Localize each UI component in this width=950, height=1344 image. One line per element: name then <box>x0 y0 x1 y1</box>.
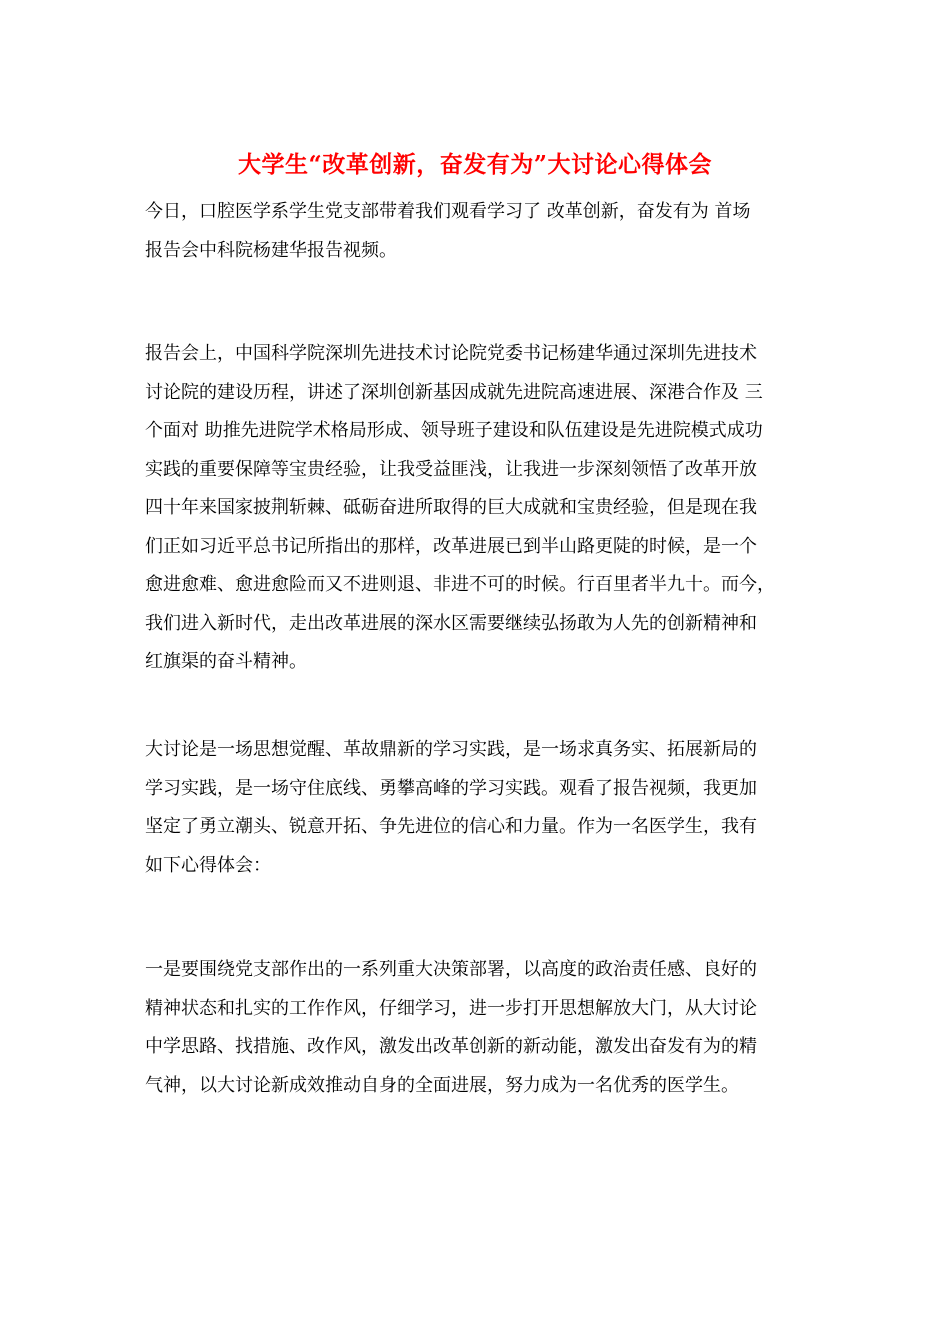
paragraph-line: 精神状态和扎实的工作作风，仔细学习，进一步打开思想解放大门，从大讨论 <box>145 997 757 1019</box>
paragraph-line: 学习实践，是一场守住底线、勇攀高峰的学习实践。观看了报告视频，我更加 <box>145 777 757 799</box>
paragraph-report <box>145 335 810 682</box>
paragraph-point-one <box>145 951 810 1105</box>
paragraph-line: 今日，口腔医学系学生党支部带着我们观看学习了 改革创新，奋发有为 首场 <box>145 201 751 222</box>
paragraph-discussion <box>145 731 810 885</box>
paragraph-line: 红旗渠的奋斗精神。 <box>145 651 307 672</box>
paragraph-line: 愈进愈难、愈进愈险而又不进则退、非进不可的时候。行百里者半九十。而今， <box>145 574 775 595</box>
paragraph-line: 大讨论是一场思想觉醒、革故鼎新的学习实践，是一场求真务实、拓展新局的 <box>145 739 757 760</box>
paragraph-line: 报告会中科院杨建华报告视频。 <box>145 239 397 261</box>
paragraph-intro <box>145 193 810 270</box>
paragraph-line: 中学思路、找措施、改作风，激发出改革创新的新动能，激发出奋发有为的精 <box>145 1036 757 1057</box>
paragraph-line: 气神，以大讨论新成效推动自身的全面进展，努力成为一名优秀的医学生。 <box>145 1074 739 1096</box>
paragraph-line: 我们进入新时代，走出改革进展的深水区需要继续弘扬敢为人先的创新精神和 <box>145 612 757 634</box>
paragraph-line: 坚定了勇立潮头、锐意开拓、争先进位的信心和力量。作为一名医学生，我有 <box>145 816 757 837</box>
document-title: 大学生“改革创新，奋发有为”大讨论心得体会 <box>238 151 712 178</box>
paragraph-line: 个面对 助推先进院学术格局形成、领导班子建设和队伍建设是先进院模式成功 <box>145 420 763 441</box>
paragraph-line: 四十年来国家披荆斩棘、砥砺奋进所取得的巨大成就和宝贵经验，但是现在我 <box>145 497 757 518</box>
paragraph-line: 一是要围绕党支部作出的一系列重大决策部署，以高度的政治责任感、良好的 <box>145 959 757 980</box>
paragraph-line: 报告会上，中国科学院深圳先进技术讨论院党委书记杨建华通过深圳先进技术 <box>145 343 757 364</box>
paragraph-line: 如下心得体会： <box>145 854 271 876</box>
paragraph-line: 讨论院的建设历程，讲述了深圳创新基因成就先进院高速进展、深港合作及 三 <box>145 381 763 403</box>
paragraph-line: 们正如习近平总书记所指出的那样，改革进展已到半山路更陡的时候，是一个 <box>145 535 757 557</box>
paragraph-line: 实践的重要保障等宝贵经验，让我受益匪浅，让我进一步深刻领悟了改革开放 <box>145 458 757 480</box>
